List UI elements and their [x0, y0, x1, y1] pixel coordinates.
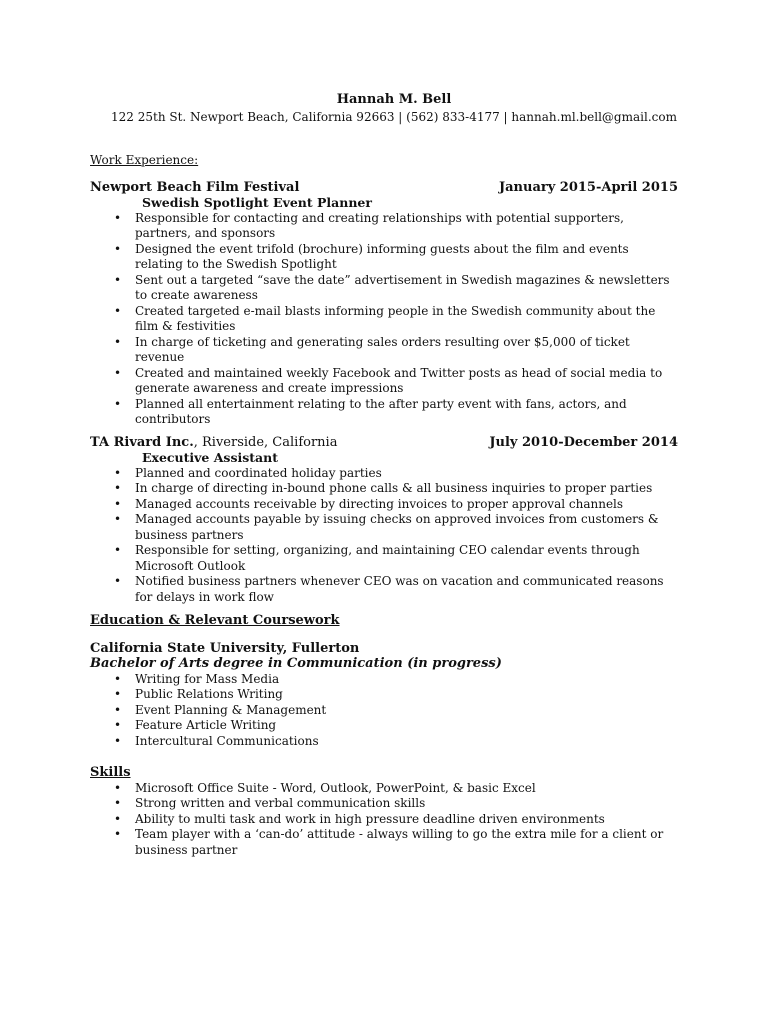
list-item: • Feature Article Writing: [135, 718, 690, 734]
list-item: • Created targeted e-mail blasts informing people in the Swedish community about the film & festivities: [135, 304, 690, 335]
list-item: • Managed accounts payable by issuing checks on approved invoices from customers & business partners: [135, 512, 690, 543]
job-organization: Newport Beach Film Festival: [90, 179, 300, 195]
job-header: [90, 180, 690, 196]
list-item: • Sent out a targeted “save the date” advertisement in Swedish magazines & newsletters to create awareness: [135, 273, 690, 304]
candidate-name: Hannah M. Bell: [336, 92, 452, 107]
degree: Bachelor of Arts degree in Communication (in progress): [90, 656, 502, 671]
list-item: • Team player with a ‘can-do’ attitude - always willing to go the extra mile for a client or business partner: [135, 827, 690, 858]
education-heading: Education & Relevant Coursework: [90, 613, 340, 628]
coursework-list: [90, 672, 690, 750]
list-item: • Designed the event trifold (brochure) informing guests about the film and events relating to the Swedish Spotlight: [135, 242, 690, 273]
list-item: • In charge of directing in-bound phone calls & all business inquiries to proper parties: [135, 481, 690, 497]
work-experience-heading: Work Experience:: [90, 153, 199, 167]
list-item: • Event Planning & Management: [135, 703, 690, 719]
list-item: • Strong written and verbal communication skills: [135, 796, 690, 812]
list-item: • Created and maintained weekly Facebook and Twitter posts as head of social media to generate awareness and create impressions: [135, 366, 690, 397]
list-item: • Notified business partners whenever CEO was on vacation and communicated reasons for delays in work flow: [135, 574, 690, 605]
job-bullet-list: [90, 211, 690, 428]
list-item: • Managed accounts receivable by directing invoices to proper approval channels: [135, 497, 690, 513]
list-item: • In charge of ticketing and generating sales orders resulting over $5,000 of ticket revenue: [135, 335, 690, 366]
list-item: • Responsible for setting, organizing, and maintaining CEO calendar events through Microsoft Outlook: [135, 543, 690, 574]
job-organization: TA Rivard Inc., Riverside, California: [90, 434, 338, 450]
job-title: Executive Assistant: [142, 450, 279, 465]
job-header: [90, 435, 690, 451]
list-item: • Public Relations Writing: [135, 687, 690, 703]
list-item: • Intercultural Communications: [135, 734, 690, 750]
job-title: Swedish Spotlight Event Planner: [142, 195, 372, 210]
list-item: • Writing for Mass Media: [135, 672, 690, 688]
job-dates: July 2010-December 2014: [489, 434, 678, 450]
job-bullet-list: [90, 466, 690, 606]
resume-page: [90, 92, 690, 858]
school-name: California State University, Fullerton: [90, 640, 360, 656]
list-item: • Planned all entertainment relating to the after party event with fans, actors, and contributors: [135, 397, 690, 428]
skills-heading: Skills: [90, 765, 131, 780]
list-item: • Planned and coordinated holiday parties: [135, 466, 690, 482]
contact-line: 122 25th St. Newport Beach, California 92663 | (562) 833-4177 | hannah.ml.bell@gmail.com: [111, 109, 677, 124]
skills-list: [90, 781, 690, 859]
list-item: • Microsoft Office Suite - Word, Outlook, PowerPoint, & basic Excel: [135, 781, 690, 797]
list-item: • Responsible for contacting and creating relationships with potential supporters, partners, and sponsors: [135, 211, 690, 242]
list-item: • Ability to multi task and work in high pressure deadline driven environments: [135, 812, 690, 828]
job-dates: January 2015-April 2015: [498, 179, 678, 195]
